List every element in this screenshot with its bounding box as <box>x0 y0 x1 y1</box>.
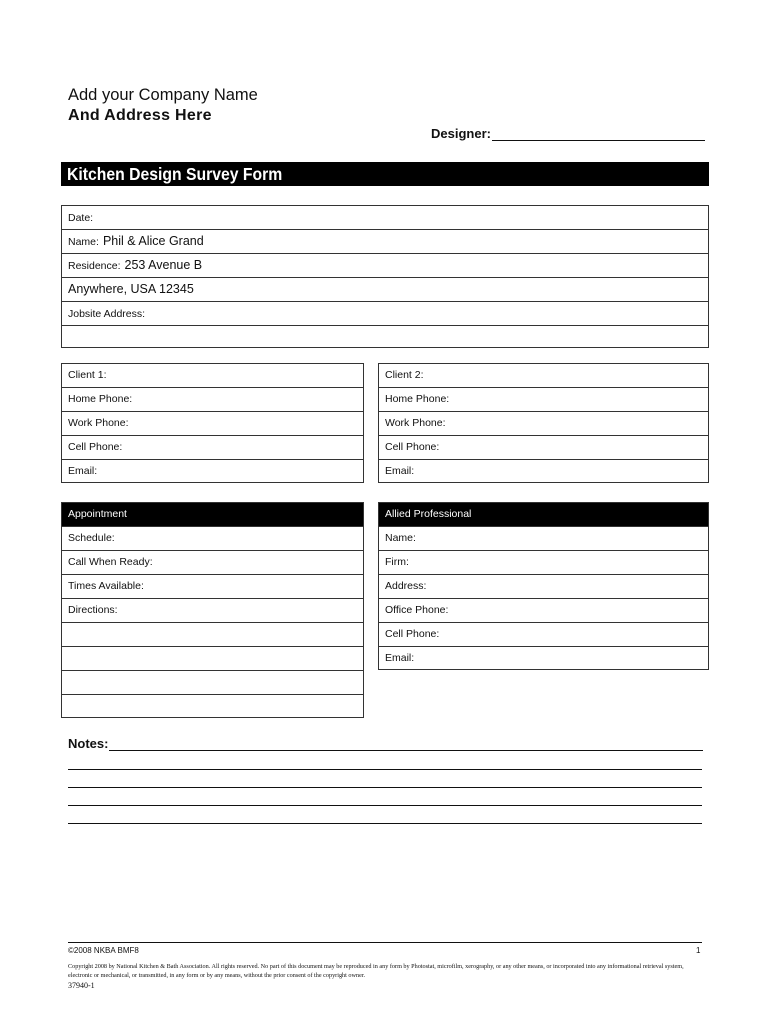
footer-divider <box>68 942 702 943</box>
name-row[interactable] <box>62 230 708 254</box>
notes-label: Notes: <box>68 736 109 751</box>
client2-work-phone-row[interactable]: Work Phone: <box>379 412 708 436</box>
designer-label: Designer: <box>431 126 491 141</box>
residence-label: Residence: <box>68 260 121 272</box>
directions-line2-row[interactable] <box>62 623 363 647</box>
call-when-ready-row[interactable]: Call When Ready: <box>62 551 363 575</box>
times-available-row[interactable]: Times Available: <box>62 575 363 599</box>
directions-row[interactable]: Directions: <box>62 599 363 623</box>
allied-office-phone-row[interactable]: Office Phone: <box>379 599 708 623</box>
allied-professional-table <box>378 502 709 670</box>
client2-table <box>378 363 709 483</box>
designer-line[interactable] <box>492 128 705 141</box>
directions-line4-row[interactable] <box>62 671 363 695</box>
client2-name-row[interactable]: Client 2: <box>379 364 708 388</box>
designer-field[interactable] <box>431 126 705 141</box>
company-name: Add your Company Name <box>68 86 258 104</box>
client1-table <box>61 363 364 483</box>
client1-name-row[interactable]: Client 1: <box>62 364 363 388</box>
allied-cell-phone-row[interactable]: Cell Phone: <box>379 623 708 647</box>
appointment-table <box>61 502 364 718</box>
form-title <box>61 162 709 186</box>
page-number: 1 <box>696 946 701 955</box>
client1-work-phone-row[interactable]: Work Phone: <box>62 412 363 436</box>
client2-email-row[interactable]: Email: <box>385 465 415 477</box>
client1-email-row[interactable]: Email: <box>68 465 98 477</box>
form-code: 37940-1 <box>68 981 95 990</box>
form-title-text: Kitchen Design Survey Form <box>67 164 283 184</box>
jobsite-label: Jobsite Address: <box>68 308 146 320</box>
allied-header: Allied Professional <box>379 503 708 527</box>
notes-line-1[interactable] <box>109 738 703 751</box>
company-address: And Address Here <box>68 107 212 124</box>
notes-line-3[interactable] <box>68 787 702 788</box>
appointment-header: Appointment <box>62 503 363 527</box>
date-row[interactable] <box>62 206 708 230</box>
copyright-notice: Copyright 2008 by National Kitchen & Bath Association. All rights reserved. No part of this document may be reproduced in any form by Photostat, microfilm, xerography, or any other means, or incorporated into any informational retrieval system, electronic or mechanical, or transmitted, in any form or by any means, without the prior consent of the copyright owner. <box>68 963 684 979</box>
residence-line2-value: Anywhere, USA 12345 <box>68 282 194 296</box>
jobsite-row[interactable] <box>62 302 708 326</box>
name-value: Phil & Alice Grand <box>102 234 204 248</box>
jobsite-line2-row[interactable] <box>62 326 708 350</box>
name-label: Name: <box>68 236 99 248</box>
notes-field[interactable] <box>68 736 703 751</box>
main-info-table <box>61 205 709 348</box>
allied-address-row[interactable]: Address: <box>379 575 708 599</box>
notes-line-2[interactable] <box>68 769 702 770</box>
allied-firm-row[interactable]: Firm: <box>379 551 708 575</box>
allied-name-row[interactable]: Name: <box>379 527 708 551</box>
footer-copyright-short: ©2008 NKBA BMF8 <box>68 946 139 955</box>
residence-value: 253 Avenue B <box>124 258 203 272</box>
notes-line-4[interactable] <box>68 805 702 806</box>
client1-cell-phone-row[interactable]: Cell Phone: <box>62 436 363 460</box>
allied-email-row[interactable]: Email: <box>385 652 415 664</box>
schedule-row[interactable]: Schedule: <box>62 527 363 551</box>
date-label: Date: <box>68 212 94 224</box>
client2-cell-phone-row[interactable]: Cell Phone: <box>379 436 708 460</box>
client2-home-phone-row[interactable]: Home Phone: <box>379 388 708 412</box>
directions-line5-row[interactable] <box>62 695 363 719</box>
directions-line3-row[interactable] <box>62 647 363 671</box>
client1-home-phone-row[interactable]: Home Phone: <box>62 388 363 412</box>
notes-line-5[interactable] <box>68 823 702 824</box>
residence-row[interactable] <box>62 254 708 278</box>
residence-line2-row[interactable] <box>62 278 708 302</box>
